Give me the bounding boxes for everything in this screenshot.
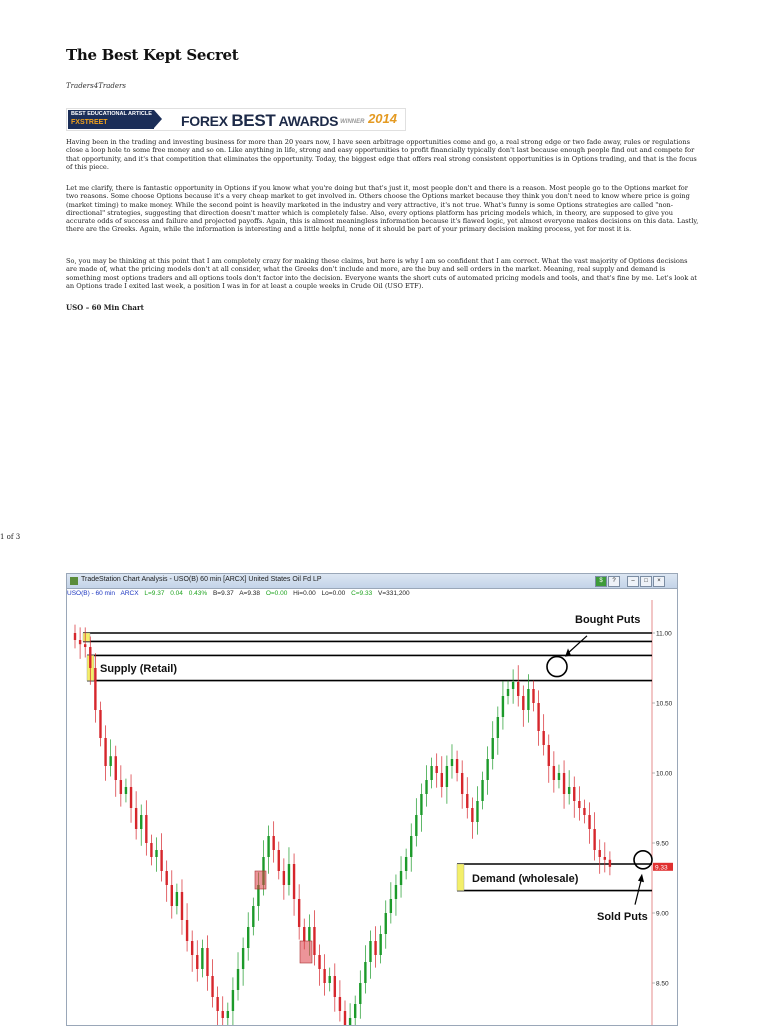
app-icon xyxy=(70,577,78,585)
candle-body xyxy=(578,801,580,808)
y-tick-label: 9.00 xyxy=(656,910,669,918)
candle-body xyxy=(272,836,274,850)
candle-body xyxy=(568,787,570,794)
zone-marker xyxy=(83,633,90,641)
highlight-box xyxy=(300,941,312,963)
quote-volume: V=331,200 xyxy=(378,590,410,597)
candle-body xyxy=(171,885,173,906)
award-forex: FOREX xyxy=(181,113,228,129)
candle-body xyxy=(165,871,167,885)
candle-body xyxy=(191,941,193,955)
paragraph-2: Let me clarify, there is fantastic opportunity in Options if you know what you're doing but that's just it, most people don't and there is a reason. Most people go to the Options market for two reasons. Some choose Options because it's a very cheap market to get involved in. Others choose the Options market because they think you don't need to know where price is going (market timing) to make money. While the second point is heavily marketed in the industry and very attractive, it's not true. What's funny is some Options strategies are called "non-directional" strategies, suggesting that direction doesn't matter which is completely false. Also, every options platform has pricing models which, in theory, are supposed to give you accurate odds of success and failure and projected payoffs. Again, this is almost meaningless information because it's flawed logic, yet almost everyone makes decisions on this data. Lastly, there are the Greeks. Again, while the information is interesting and a little helpful, none of it should be part of your primary decision making process, yet for most it is. xyxy=(66,184,699,234)
candle-body xyxy=(160,850,162,871)
candle-body xyxy=(492,738,494,759)
candle-body xyxy=(466,794,468,808)
candle-body xyxy=(522,696,524,710)
candle-body xyxy=(430,766,432,780)
page-indicator: 1 of 3 xyxy=(0,533,21,541)
award-line2: FXSTREET xyxy=(71,119,108,126)
candle-body xyxy=(318,955,320,969)
candle-body xyxy=(502,696,504,717)
candle-body xyxy=(130,787,132,808)
candle-body xyxy=(517,682,519,696)
candle-body xyxy=(553,766,555,780)
candle-body xyxy=(84,644,86,647)
candle-body xyxy=(79,640,81,644)
candle-body xyxy=(604,857,606,860)
candle-body xyxy=(89,647,91,668)
candle-body xyxy=(486,759,488,780)
minimize-icon[interactable]: – xyxy=(627,576,639,587)
candle-body xyxy=(222,1011,224,1018)
candle-body xyxy=(400,871,402,885)
close-icon[interactable]: × xyxy=(653,576,665,587)
quote-close: C=9.33 xyxy=(351,590,373,597)
candle-body xyxy=(410,836,412,857)
candle-body xyxy=(558,773,560,780)
y-tick-label: 10.00 xyxy=(656,770,673,778)
candle-body xyxy=(74,633,76,640)
candle-body xyxy=(461,773,463,794)
chart-heading: USO – 60 Min Chart xyxy=(66,303,144,312)
candle-body xyxy=(527,689,529,710)
candle-body xyxy=(334,976,336,997)
supply-label: Supply (Retail) xyxy=(100,663,178,675)
quote-low: Lo=0.00 xyxy=(321,590,346,597)
candle-body xyxy=(216,997,218,1011)
candle-body xyxy=(135,808,137,829)
award-year-prefix: WINNER xyxy=(340,119,365,125)
quote-bid: B=9.37 xyxy=(212,590,234,597)
price-chart[interactable] xyxy=(67,600,677,1025)
candle-body xyxy=(109,756,111,766)
bought-puts-label: Bought Puts xyxy=(575,614,641,626)
candle-body xyxy=(242,948,244,969)
award-line1: BEST EDUCATIONAL ARTICLE xyxy=(71,111,152,117)
candle-body xyxy=(181,892,183,920)
article-author: Traders4Traders xyxy=(66,82,126,90)
y-tick-label: 11.00 xyxy=(656,630,672,638)
candle-body xyxy=(104,738,106,766)
candle-body xyxy=(588,815,590,829)
candle-body xyxy=(364,962,366,983)
candle-body xyxy=(313,927,315,955)
maximize-icon[interactable]: □ xyxy=(640,576,652,587)
candle-body xyxy=(374,941,376,955)
candle-body xyxy=(405,857,407,871)
candle-body xyxy=(201,948,203,969)
candle-body xyxy=(354,1004,356,1018)
candle-body xyxy=(390,899,392,913)
candle-body xyxy=(537,703,539,731)
help-icon[interactable]: ? xyxy=(608,576,620,587)
candle-body xyxy=(247,927,249,948)
chart-window xyxy=(66,573,678,1026)
candle-body xyxy=(94,668,96,710)
dollar-icon[interactable]: $ xyxy=(595,576,607,587)
candle-body xyxy=(278,850,280,871)
candle-body xyxy=(99,710,101,738)
bought-puts-circle xyxy=(547,657,567,677)
candle-body xyxy=(288,864,290,885)
candle-body xyxy=(359,983,361,1004)
candle-body xyxy=(456,759,458,773)
y-tick-label: 9.50 xyxy=(656,840,669,848)
quote-pct: 0.43% xyxy=(188,590,208,597)
candle-body xyxy=(293,864,295,899)
award-badge xyxy=(68,110,154,129)
quote-last: L=9.37 xyxy=(144,590,165,597)
candle-body xyxy=(339,997,341,1011)
y-tick-label: 10.50 xyxy=(656,700,673,708)
demand-label: Demand (wholesale) xyxy=(472,873,579,885)
window-titlebar xyxy=(67,574,677,589)
candle-body xyxy=(145,815,147,843)
candle-body xyxy=(583,808,585,815)
candle-body xyxy=(542,731,544,745)
candle-body xyxy=(425,780,427,794)
candle-body xyxy=(563,773,565,794)
arrow-head xyxy=(565,648,571,656)
candle-body xyxy=(481,780,483,801)
candle-body xyxy=(476,801,478,822)
candle-body xyxy=(435,766,437,773)
candle-body xyxy=(599,850,601,857)
candle-body xyxy=(507,689,509,696)
candle-body xyxy=(140,815,142,829)
last-price-label: 9.33 xyxy=(655,864,668,872)
candle-body xyxy=(395,885,397,899)
candle-body xyxy=(573,787,575,801)
candle-body xyxy=(303,927,305,941)
award-year xyxy=(340,111,397,126)
award-banner xyxy=(66,108,406,131)
candle-body xyxy=(379,934,381,955)
highlight-box xyxy=(255,871,266,889)
window-title: TradeStation Chart Analysis - USO(B) 60 min [ARCX] United States Oil Fd LP xyxy=(81,576,322,583)
quote-high: Hi=0.00 xyxy=(293,590,316,597)
sold-puts-label: Sold Puts xyxy=(597,910,648,923)
candle-body xyxy=(497,717,499,738)
candle-body xyxy=(593,829,595,850)
candle-body xyxy=(211,976,213,997)
candle-body xyxy=(415,815,417,836)
candle-body xyxy=(283,871,285,885)
candle-body xyxy=(150,843,152,857)
candle-body xyxy=(441,773,443,787)
candle-body xyxy=(298,899,300,927)
candle-body xyxy=(206,948,208,976)
quote-change: 0.04 xyxy=(170,590,183,597)
candle-body xyxy=(451,759,453,766)
candle-body xyxy=(176,892,178,906)
candle-body xyxy=(125,787,127,794)
candle-body xyxy=(344,1011,346,1025)
candle-body xyxy=(196,955,198,969)
candle-body xyxy=(120,780,122,794)
article-title: The Best Kept Secret xyxy=(66,46,239,64)
candle-body xyxy=(155,850,157,857)
sold-puts-circle xyxy=(634,851,652,869)
arrow-head xyxy=(638,874,644,882)
candle-body xyxy=(232,990,234,1011)
arrow-line xyxy=(567,636,587,654)
candle-body xyxy=(308,927,310,941)
candle-body xyxy=(385,913,387,934)
candle-body xyxy=(329,976,331,983)
paragraph-1: Having been in the trading and investing business for more than 20 years now, I have seen arbitrage opportunities come and go, a real strong edge or two fade away, rules or regulations close a loop hole to some free money and so on. Like anything in life, strong and easy opportunities to profit financially typically don't last because enough people find out and compete for that opportunity, and it's that competition that eliminates the opportunity. Today, the biggest edge that offers real strong consistent opportunities is in Options trading, and that is the focus of this piece. xyxy=(66,138,697,171)
paragraph-3: So, you may be thinking at this point that I am completely crazy for making these claims, but here is why I am so confident that I am correct. What the vast majority of Options decisions are made of, what the pricing models don't at all consider, what the Greeks don't include and more, are the buy and sell orders in the market. Meaning, real supply and demand is something most options traders and all options tools don't factor into the decision. Everyone wants the short cuts of automated pricing models and tools, and that's fine by me. Let's look at an Options trade I exited last week, a position I was in for at least a couple weeks in Crude Oil (USO ETF). xyxy=(66,257,697,290)
candle-body xyxy=(471,808,473,822)
zone-marker xyxy=(457,864,464,891)
candle-body xyxy=(609,860,611,867)
quote-exchange: ARCX xyxy=(120,590,139,597)
quote-open: O=0.00 xyxy=(265,590,288,597)
candle-body xyxy=(227,1011,229,1018)
candle-body xyxy=(512,682,514,689)
award-year-value: 2014 xyxy=(368,111,397,126)
candle-body xyxy=(446,766,448,787)
candle-body xyxy=(115,756,117,780)
award-awards: AWARDS xyxy=(278,113,339,129)
candle-body xyxy=(532,689,534,703)
candle-body xyxy=(252,906,254,927)
candle-body xyxy=(186,920,188,941)
candle-body xyxy=(237,969,239,990)
award-title xyxy=(181,111,338,131)
quote-ask: A=9.38 xyxy=(239,590,261,597)
candle-body xyxy=(548,745,550,766)
candle-body xyxy=(323,969,325,983)
quote-bar xyxy=(67,589,677,599)
award-best: BEST xyxy=(231,111,276,130)
candle-body xyxy=(420,794,422,815)
y-tick-label: 8.50 xyxy=(656,980,669,988)
candle-body xyxy=(369,941,371,962)
candle-body xyxy=(267,836,269,857)
quote-symbol: USO(B) - 60 min xyxy=(67,590,116,597)
